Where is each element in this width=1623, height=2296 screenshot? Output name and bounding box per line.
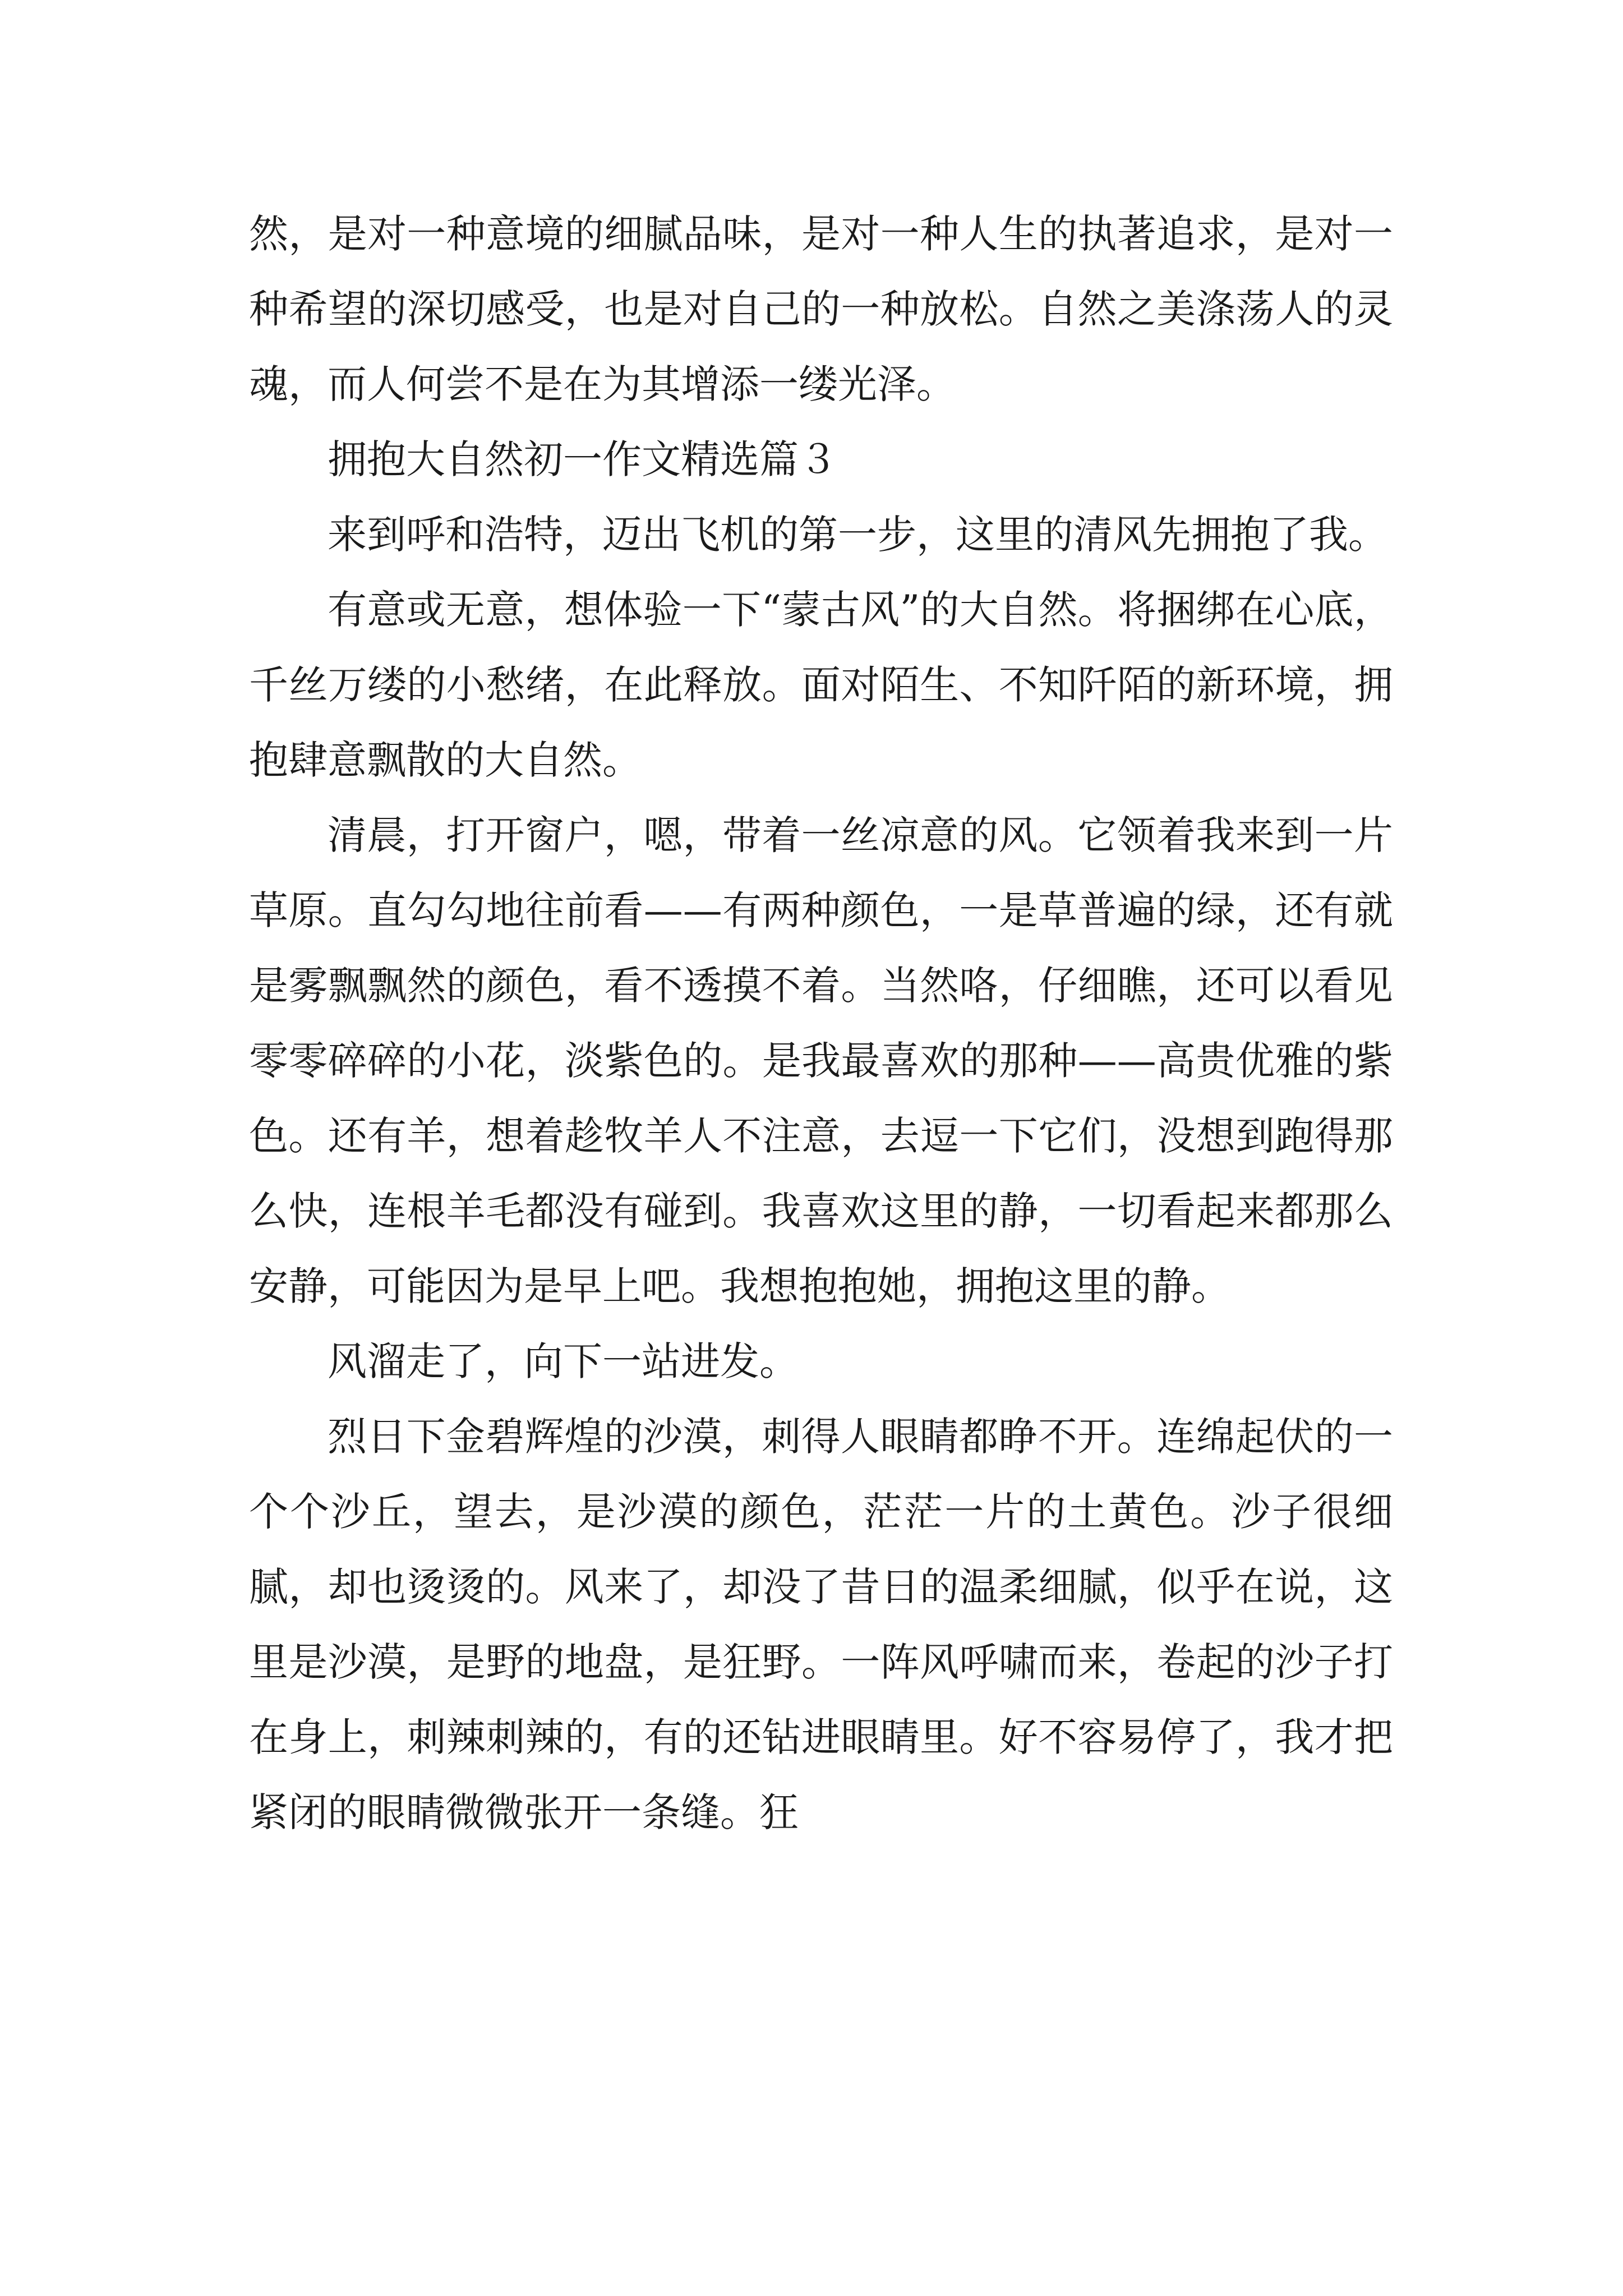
paragraph: 清晨，打开窗户，嗯，带着一丝凉意的风。它领着我来到一片草原。直勾勾地往前看——有两种颜色，一是草普遍的绿，还有就是雾飘飘然的颜色，看不透摸不着。当然咯，仔细瞧，还可以看见零零碎碎的小花，淡紫色的。是我最喜欢的那种——高贵优雅的紫色。还有羊，想着趁牧羊人不注意，去逗一下它们，没想到跑得那么快，连根羊毛都没有碰到。我喜欢这里的静，一切看起来都那么安静，可能因为是早上吧。我想抱抱她，拥抱这里的静。 (249, 812, 1393, 1309)
paragraph: 来到呼和浩特，迈出飞机的第一步，这里的清风先拥抱了我。 (328, 512, 1387, 558)
paragraph: 然，是对一种意境的细腻品味，是对一种人生的执著追求，是对一种希望的深切感受，也是对自己的一种放松。自然之美涤荡人的灵魂，而人何尝不是在为其增添一缕光泽。 (249, 211, 1393, 407)
document-body (249, 196, 1393, 1850)
paragraph: 有意或无意，想体验一下“蒙古风”的大自然。将捆绑在心底，千丝万缕的小愁绪，在此释放。面对陌生、不知阡陌的新环境，拥抱肆意飘散的大自然。 (249, 587, 1393, 783)
paragraph: 风溜走了，向下一站进发。 (328, 1338, 799, 1384)
paragraph: 烈日下金碧辉煌的沙漠，刺得人眼睛都睁不开。连绵起伏的一个个沙丘，望去，是沙漠的颜色，茫茫一片的土黄色。沙子很细腻，却也烫烫的。风来了，却没了昔日的温柔细腻，似乎在说，这里是沙漠，是野的地盘，是狂野。一阵风呼啸而来，卷起的沙子打在身上，刺辣刺辣的，有的还钻进眼睛里。好不容易停了，我才把紧闭的眼睛微微张开一条缝。狂 (249, 1414, 1393, 1835)
section-heading: 拥抱大自然初一作文精选篇３ (328, 436, 838, 482)
